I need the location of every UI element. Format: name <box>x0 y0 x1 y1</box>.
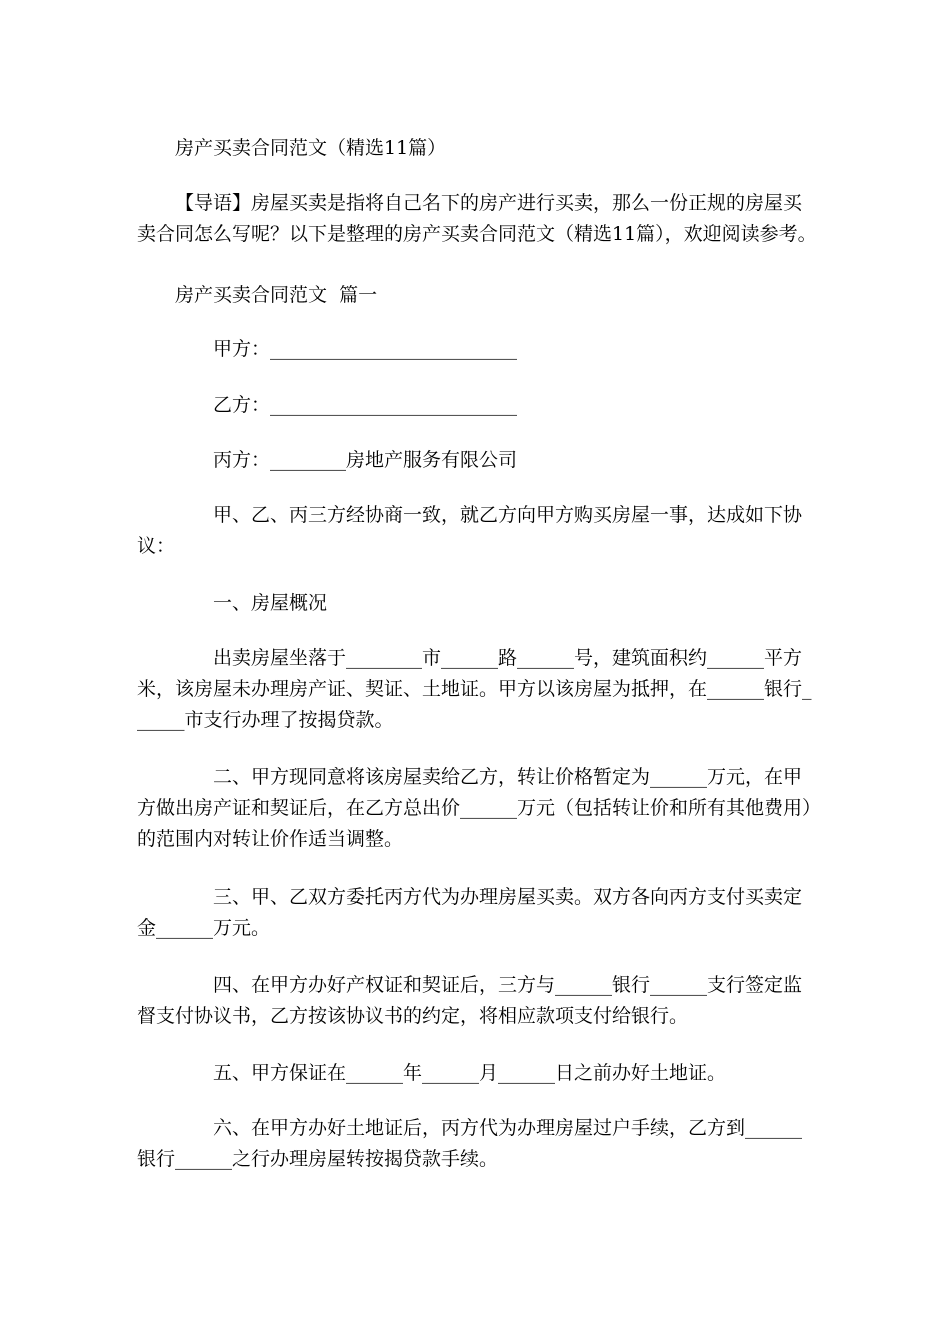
clause-1-heading: 一、房屋概况 <box>213 592 328 614</box>
clause-2-paragraph: 二、甲方现同意将该房屋卖给乙方，转让价格暂定为______万元，在甲方做出房产证和契证后，在乙方总出价______万元（包括转让价和所有其他费用）的范围内对转让价作适当调整。 <box>137 766 812 850</box>
section-heading: 房产买卖合同范文 篇一 <box>175 284 378 306</box>
party-a-line: 甲方：__________________________ <box>213 338 518 360</box>
clause-4-paragraph: 四、在甲方办好产权证和契证后，三方与______银行______支行签定监督支付协议书，乙方按该协议书的约定，将相应款项支付给银行。 <box>137 974 803 1027</box>
clause-1-body: 出卖房屋坐落于________市______路______号，建筑面积约______平方米，该房屋未办理房产证、契证、土地证。甲方以该房屋为抵押，在______银行______市支行办理了按揭贷款。 <box>137 647 812 731</box>
preamble-paragraph: 甲、乙、丙三方经协商一致，就乙方向甲方购买房屋一事，达成如下协议： <box>137 504 803 557</box>
party-b-line: 乙方：__________________________ <box>213 394 518 416</box>
document-title: 房产买卖合同范文（精选11篇） <box>175 137 447 159</box>
clause-5-paragraph: 五、甲方保证在______年______月______日之前办好土地证。 <box>213 1062 727 1084</box>
clause-3-paragraph: 三、甲、乙双方委托丙方代为办理房屋买卖。双方各向丙方支付买卖定金______万元。 <box>137 886 803 939</box>
clause-6-paragraph: 六、在甲方办好土地证后，丙方代为办理房屋过户手续，乙方到______银行______之行办理房屋转按揭贷款手续。 <box>137 1117 803 1170</box>
intro-paragraph: 【导语】房屋买卖是指将自己名下的房产进行买卖，那么一份正规的房屋买卖合同怎么写呢？以下是整理的房产买卖合同范文（精选11篇），欢迎阅读参考。 <box>137 192 817 245</box>
party-c-line: 丙方：________房地产服务有限公司 <box>213 449 518 471</box>
